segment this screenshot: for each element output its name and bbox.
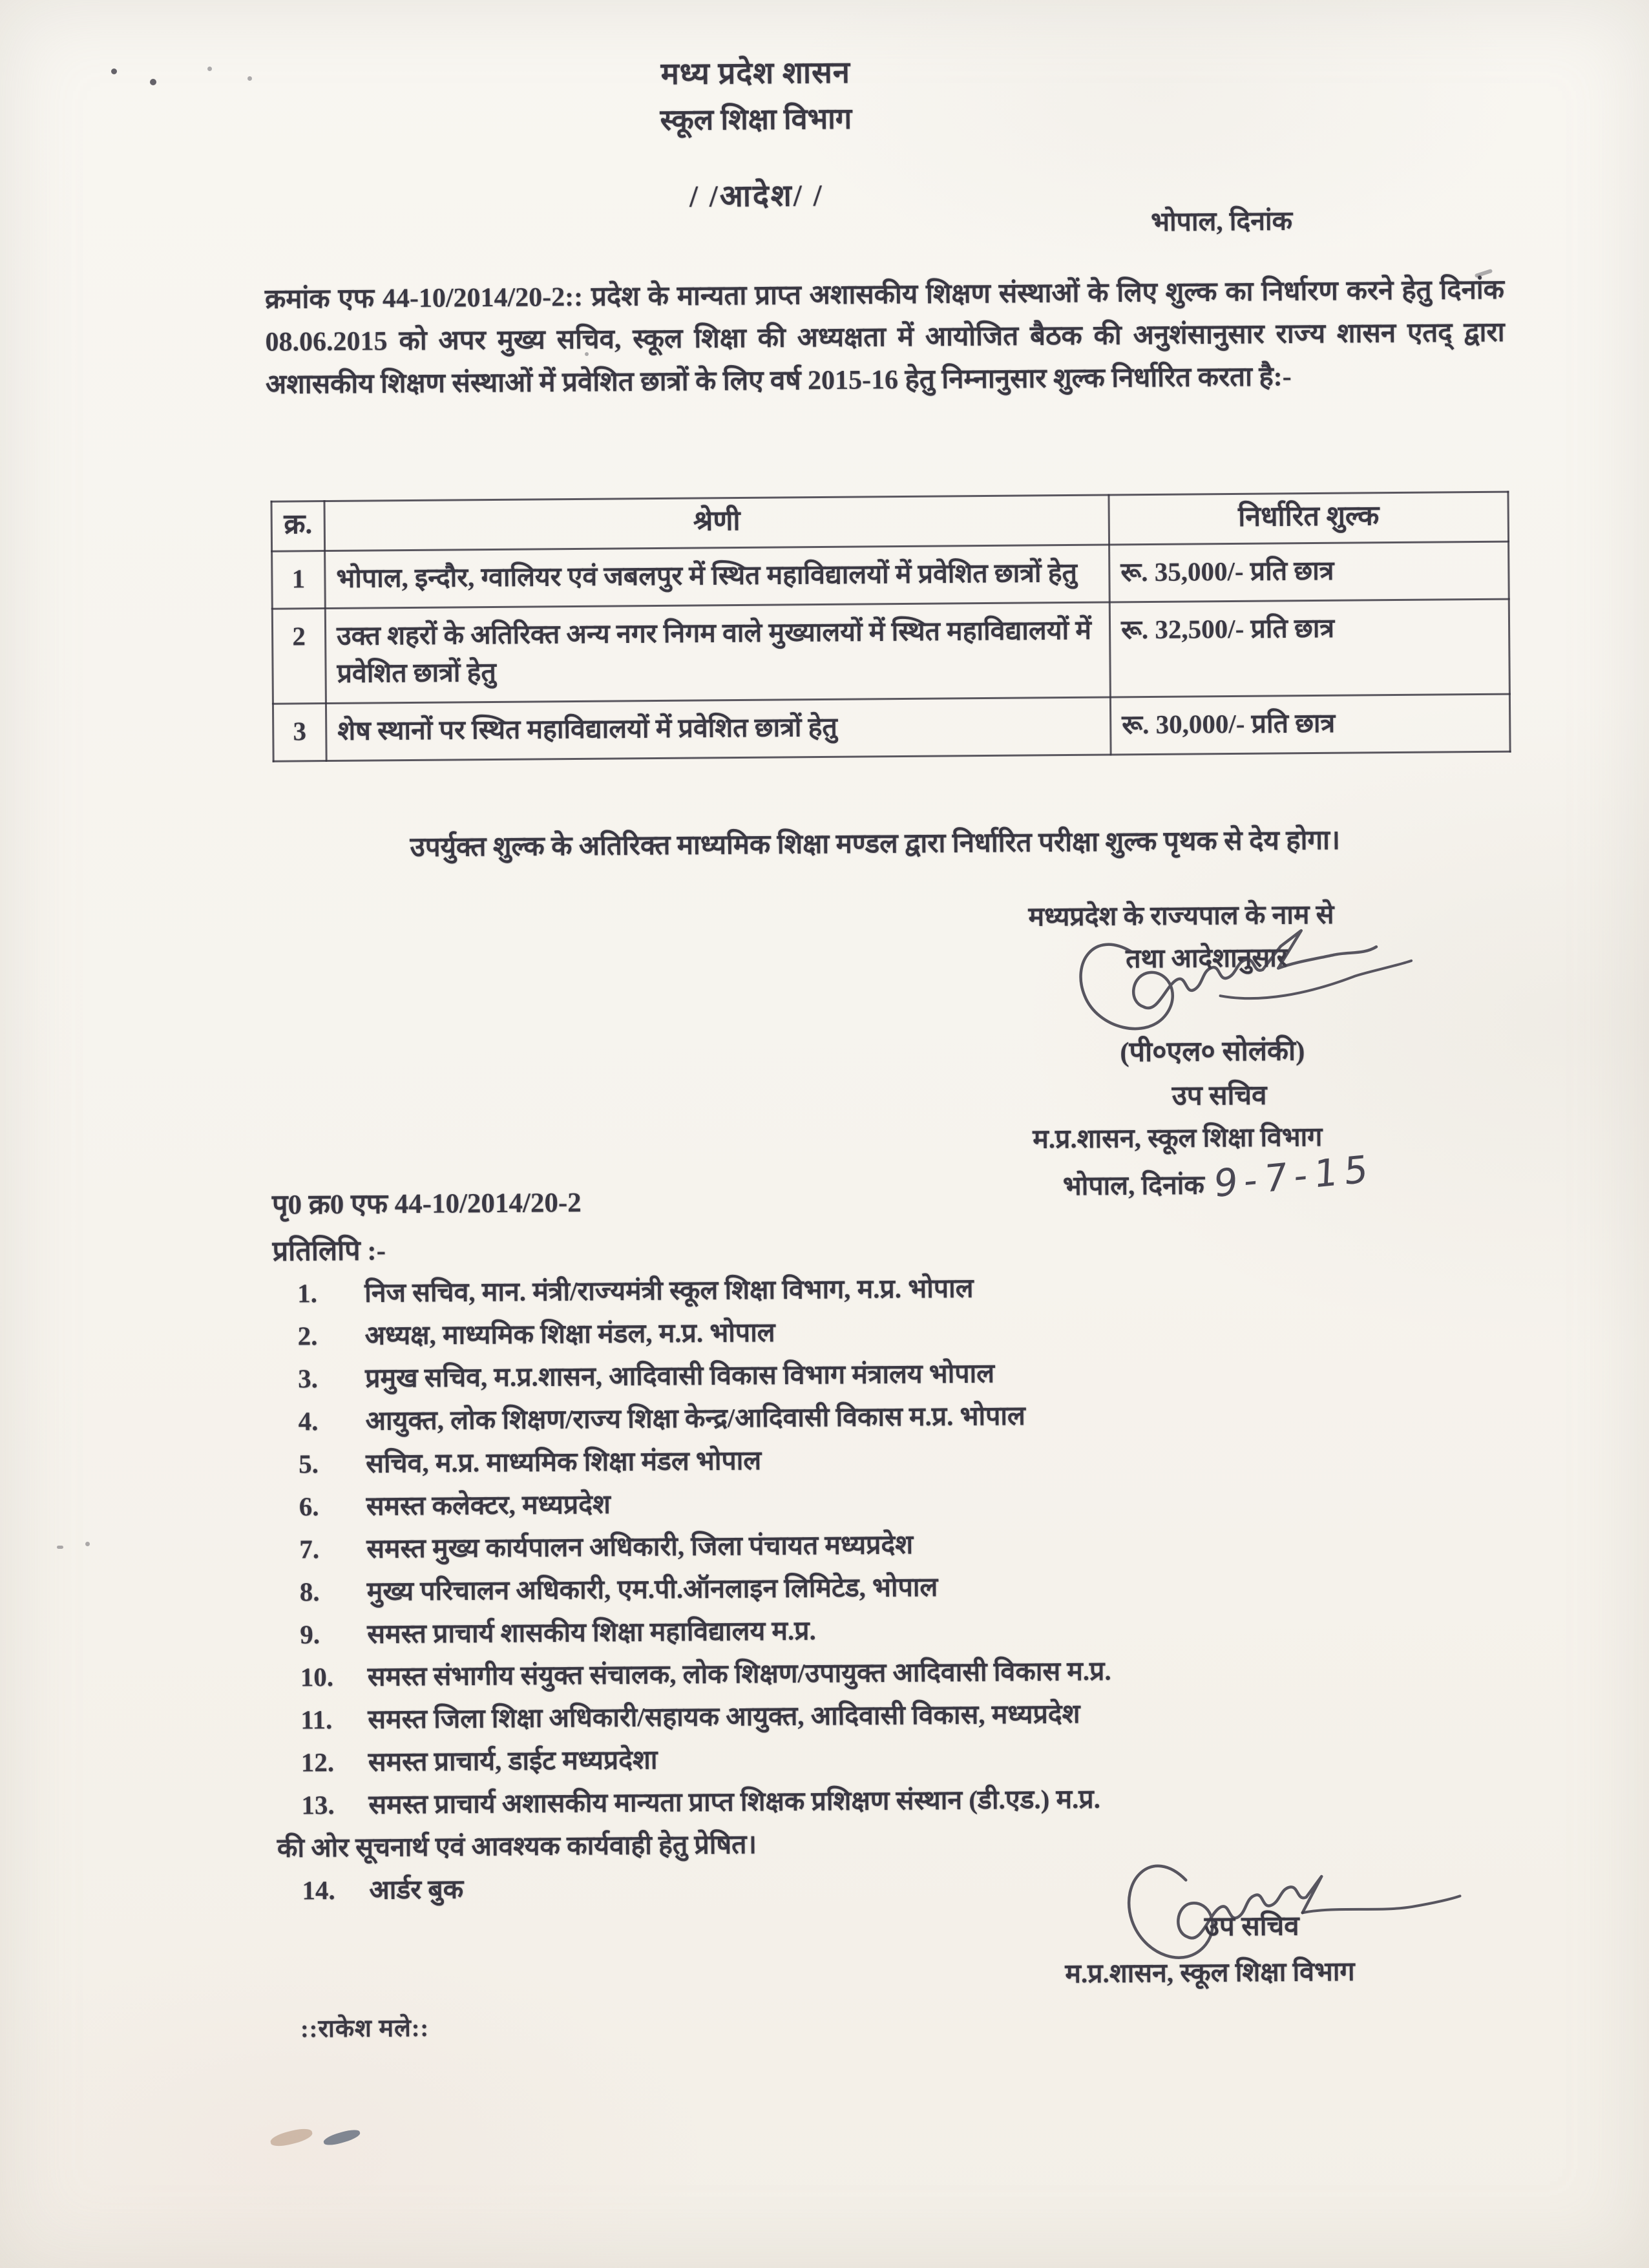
fee-cell-fee: रू. 30,000/- प्रति छात्र: [1110, 694, 1510, 755]
signature-place-date: [1062, 1146, 1376, 1206]
fee-table: [270, 491, 1511, 762]
typist-mark: ::राकेश मले::: [300, 2014, 430, 2043]
copy-item-text: समस्त प्राचार्य अशासकीय मान्यता प्राप्त शिक्षक प्रशिक्षण संस्थान (डी.एड.) म.प्र.: [368, 1783, 1101, 1820]
copy-item-text: समस्त मुख्य कार्यपालन अधिकारी, जिला पंचायत मध्यप्रदेश: [366, 1529, 914, 1564]
fee-cell-category: भोपाल, इन्दौर, ग्वालियर एवं जबलपुर में स्थित महाविद्यालयों में प्रवेशित छात्रों हेतु: [325, 545, 1110, 609]
copy-item-text: समस्त प्राचार्य, डाईट मध्यप्रदेशा: [368, 1745, 658, 1777]
scan-speck: [57, 1546, 63, 1549]
endorsement-reference-no: पृ0 क्र0 एफ 44-10/2014/20-2: [271, 1187, 582, 1221]
copy-item-number: 4.: [298, 1406, 319, 1436]
scan-speck: [247, 76, 252, 81]
copy-item-number: 6.: [299, 1491, 319, 1522]
copy-item-text: अध्यक्ष, माध्यमिक शिक्षा मंडल, म.प्र. भोपाल: [364, 1317, 775, 1350]
copy-to-label: प्रतिलिपि :-: [272, 1235, 386, 1267]
fee-table-row: [273, 694, 1510, 761]
scan-speck: [207, 67, 212, 71]
copy-item-text: निज सचिव, मान. मंत्री/राज्यमंत्री स्कूल शिक्षा विभाग, म.प्र. भोपाल: [364, 1273, 974, 1308]
note-paragraph: उपर्युक्त शुल्क के अतिरिक्त माध्यमिक शिक्षा मण्डल द्वारा निर्धारित परीक्षा शुल्क पृथक से देय होगा।: [410, 825, 1341, 863]
fee-table-row: [272, 541, 1509, 609]
scan-speck: [85, 1542, 90, 1546]
footer-designation: उप सचिव: [1204, 1911, 1299, 1942]
fee-cell-sno: 3: [273, 704, 326, 762]
copy-item-text: समस्त जिला शिक्षा अधिकारी/सहायक आयुक्त, आदिवासी विकास, मध्यप्रदेश: [368, 1698, 1080, 1734]
copy-item-text: आयुक्त, लोक शिक्षण/राज्य शिक्षा केन्द्र/आदिवासी विकास म.प्र. भोपाल: [365, 1400, 1025, 1436]
footer-department: म.प्र.शासन, स्कूल शिक्षा विभाग: [1065, 1956, 1355, 1989]
copy-item-text: सचिव, म.प्र. माध्यमिक शिक्षा मंडल भोपाल: [366, 1445, 762, 1478]
order-heading: / /आदेश/ /: [689, 178, 824, 214]
fee-table-row: [272, 599, 1509, 704]
fee-header-sno: क्र.: [271, 501, 325, 552]
on-behalf-line1: मध्यप्रदेश के राज्यपाल के नाम से: [1028, 899, 1334, 932]
signatory-name: (पी०एल० सोलंकी): [1120, 1036, 1305, 1068]
place-date-label: भोपाल, दिनांक: [1150, 205, 1293, 236]
copy-list: [273, 1262, 1531, 1911]
scan-speck: [150, 79, 156, 85]
handwritten-date: 9-7-15: [1213, 1146, 1376, 1206]
copy-item-number: 12.: [300, 1747, 335, 1778]
fee-cell-fee: रू. 35,000/- प्रति छात्र: [1109, 541, 1509, 602]
fee-cell-sno: 2: [272, 609, 326, 704]
copy-item-number: 1.: [297, 1278, 318, 1308]
scan-speck: [111, 68, 117, 74]
copy-item-text: समस्त प्राचार्य शासकीय शिक्षा महाविद्यालय म.प्र.: [367, 1615, 816, 1649]
fee-cell-fee: रू. 32,500/- प्रति छात्र: [1109, 599, 1509, 697]
signature-place-date-label: भोपाल, दिनांक: [1062, 1170, 1204, 1201]
copy-item-number: 5.: [299, 1449, 319, 1479]
fee-header-amount: निर्धारित शुल्क: [1109, 492, 1509, 545]
copy-item-text: मुख्य परिचालन अधिकारी, एम.पी.ऑनलाइन लिमिटेड, भोपाल: [366, 1571, 938, 1606]
copy-item-number: 14.: [302, 1874, 335, 1906]
copy-item-number: 2.: [297, 1321, 318, 1351]
copy-item-number: 11.: [300, 1705, 333, 1735]
fee-table-body: [272, 541, 1510, 761]
fee-cell-sno: 1: [272, 551, 326, 609]
copy-item-number: 7.: [299, 1534, 320, 1564]
department-title: स्कूल शिक्षा विभाग: [660, 102, 852, 136]
copy-item-text: आर्डर बुक: [369, 1874, 464, 1905]
copy-item-number: 8.: [299, 1577, 320, 1607]
copy-item-number: 10.: [300, 1662, 334, 1692]
signatory-designation: उप सचिव: [1171, 1080, 1267, 1111]
copy-item-number: 13.: [301, 1789, 335, 1820]
intro-paragraph: क्रमांक एफ 44-10/2014/20-2:: प्रदेश के मान्यता प्राप्त अशासकीय शिक्षण संस्थाओं के लिए शुल्क का निर्धारण करने हेतु दिनांक 08.06.2015 को अपर मुख्य सचिव, स्कूल शिक्षा की अध्यक्षता में आयोजित बैठक की अनुशंसानुसार राज्य शासन एतद् द्वारा अशासकीय शिक्षण संस्थाओं में प्रवेशित छात्रों के लिए वर्ष 2015-16 हेतु निम्नानुसार शुल्क निर्धारित करता है:-: [264, 275, 1505, 400]
fee-cell-category: उक्त शहरों के अतिरिक्त अन्य नगर निगम वाले मुख्यालयों में स्थित महाविद्यालयों में प्रवेशित छात्रों हेतु: [325, 602, 1110, 704]
copy-item-text: प्रमुख सचिव, म.प्र.शासन, आदिवासी विकास विभाग मंत्रालय भोपाल: [364, 1358, 995, 1393]
fee-table-header-row: [271, 492, 1509, 551]
fee-cell-category: शेष स्थानों पर स्थित महाविद्यालयों में प्रवेशित छात्रों हेतु: [326, 697, 1111, 761]
copy-item-text: समस्त संभागीय संयुक्त संचालक, लोक शिक्षण/उपायुक्त आदिवासी विकास म.प्र.: [367, 1655, 1111, 1692]
copy-item-continuation: की ओर सूचनार्थ एवं आवश्यक कार्यवाही हेतु प्रेषित।: [277, 1829, 757, 1863]
scan-speck: [585, 352, 589, 356]
on-behalf-line2: तथा आदेशानुसार: [1125, 942, 1288, 974]
fee-header-category: श्रेणी: [324, 495, 1109, 551]
copy-item-number: 3.: [297, 1363, 319, 1394]
government-title: मध्य प्रदेश शासन: [660, 56, 851, 91]
signatory-department: म.प्र.शासन, स्कूल शिक्षा विभाग: [1033, 1121, 1323, 1154]
copy-item-text: समस्त कलेक्टर, मध्यप्रदेश: [366, 1489, 611, 1521]
copy-item-number: 9.: [300, 1619, 320, 1650]
